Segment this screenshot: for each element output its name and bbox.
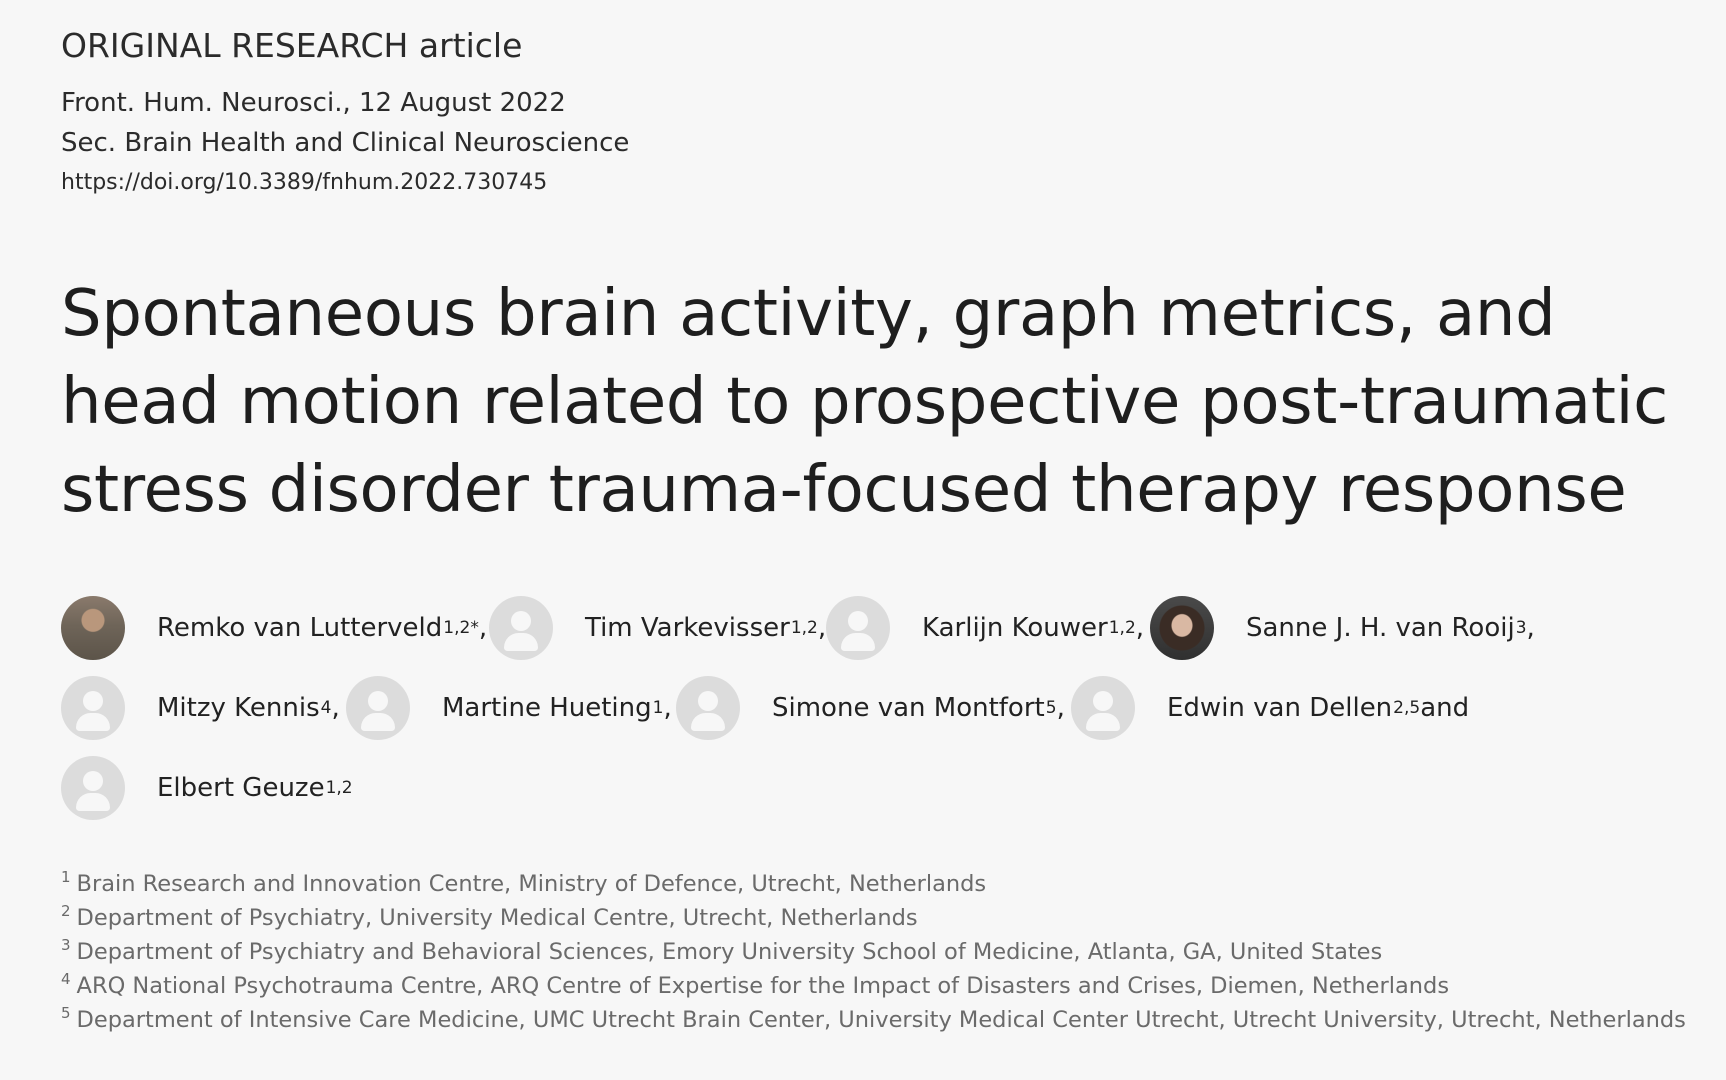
author-separator: , (1135, 613, 1145, 643)
article-type: ORIGINAL RESEARCH article (61, 26, 523, 65)
affiliation-item (61, 970, 1681, 1004)
author-affiliation-sup: 4 (320, 698, 332, 718)
affiliation-number: 2 (61, 902, 71, 920)
author-separator: , (1056, 693, 1065, 723)
user-placeholder-icon[interactable] (826, 596, 890, 660)
affiliation-text: Department of Psychiatry, University Medical Centre, Utrecht, Netherlands (76, 905, 918, 931)
affiliation-text: Department of Intensive Care Medicine, UMC Utrecht Brain Center, University Medical Center Utrecht, Utrecht University, Utrecht, Netherlands (76, 1007, 1686, 1033)
author-row (61, 756, 1661, 836)
user-placeholder-icon[interactable] (489, 596, 553, 660)
author-photo-avatar[interactable] (61, 596, 125, 660)
author-name[interactable]: Remko van Lutterveld (157, 613, 443, 643)
author-affiliation-sup: 1 (652, 698, 664, 718)
author-item[interactable] (1071, 676, 1469, 740)
affiliation-number: 3 (61, 936, 71, 954)
author-affiliation-sup: 5 (1045, 698, 1057, 718)
author-item[interactable] (676, 676, 1065, 740)
author-affiliation-sup: 1,2 (790, 618, 818, 638)
author-name[interactable]: Karlijn Kouwer (922, 613, 1108, 643)
author-separator: , (663, 693, 672, 723)
author-name[interactable]: Simone van Montfort (772, 693, 1045, 723)
author-name[interactable]: Martine Hueting (442, 693, 652, 723)
author-name[interactable]: Tim Varkevisser (585, 613, 790, 643)
affiliation-number: 1 (61, 868, 71, 886)
user-placeholder-icon[interactable] (346, 676, 410, 740)
affiliation-text: ARQ National Psychotrauma Centre, ARQ Centre of Expertise for the Impact of Disasters and Crises, Diemen, Netherlands (76, 973, 1450, 999)
author-photo-avatar[interactable] (1150, 596, 1214, 660)
author-name[interactable]: Sanne J. H. van Rooij (1246, 613, 1515, 643)
doi-link[interactable]: https://doi.org/10.3389/fnhum.2022.730745 (61, 170, 548, 195)
user-placeholder-icon[interactable] (676, 676, 740, 740)
author-item[interactable] (61, 756, 353, 820)
article-title: Spontaneous brain activity, graph metrics, and head motion related to prospective post-traumatic stress disorder trauma-focused therapy response (61, 277, 1668, 527)
affiliation-item (61, 1004, 1686, 1038)
author-separator: , (817, 613, 827, 643)
affiliation-text: Department of Psychiatry and Behavioral Sciences, Emory University School of Medicine, Atlanta, GA, United States (76, 939, 1383, 965)
journal-date: Front. Hum. Neurosci., 12 August 2022 (61, 88, 566, 118)
user-placeholder-icon[interactable] (61, 676, 125, 740)
author-item[interactable] (61, 596, 487, 660)
author-separator: , (1526, 613, 1535, 643)
author-name[interactable]: Mitzy Kennis (157, 693, 320, 723)
author-name[interactable]: Elbert Geuze (157, 773, 325, 803)
affiliation-number: 4 (61, 970, 71, 988)
user-placeholder-icon[interactable] (61, 756, 125, 820)
affiliation-item (61, 902, 1681, 936)
author-item[interactable] (826, 596, 1144, 660)
author-separator: and (1420, 693, 1470, 723)
affiliation-item (61, 936, 1681, 970)
author-item[interactable] (1150, 596, 1535, 660)
author-name[interactable]: Edwin van Dellen (1167, 693, 1393, 723)
author-affiliation-sup: 3 (1515, 618, 1527, 638)
author-separator: , (331, 693, 340, 723)
author-affiliation-sup: 1,2 (325, 778, 353, 798)
author-item[interactable] (346, 676, 672, 740)
author-separator: , (478, 613, 488, 643)
affiliation-number: 5 (61, 1004, 71, 1022)
affiliation-list (61, 868, 1686, 1038)
affiliation-text: Brain Research and Innovation Centre, Ministry of Defence, Utrecht, Netherlands (76, 871, 987, 897)
author-affiliation-sup: 1,2 (1108, 618, 1136, 638)
author-affiliation-sup: 2,5 (1393, 698, 1421, 718)
author-row (61, 596, 1661, 676)
journal-section: Sec. Brain Health and Clinical Neuroscience (61, 128, 630, 158)
user-placeholder-icon[interactable] (1071, 676, 1135, 740)
author-item[interactable] (61, 676, 340, 740)
author-list (61, 596, 1661, 836)
affiliation-item (61, 868, 1681, 902)
author-affiliation-sup: 1,2* (443, 618, 479, 638)
author-item[interactable] (489, 596, 826, 660)
author-row (61, 676, 1661, 756)
